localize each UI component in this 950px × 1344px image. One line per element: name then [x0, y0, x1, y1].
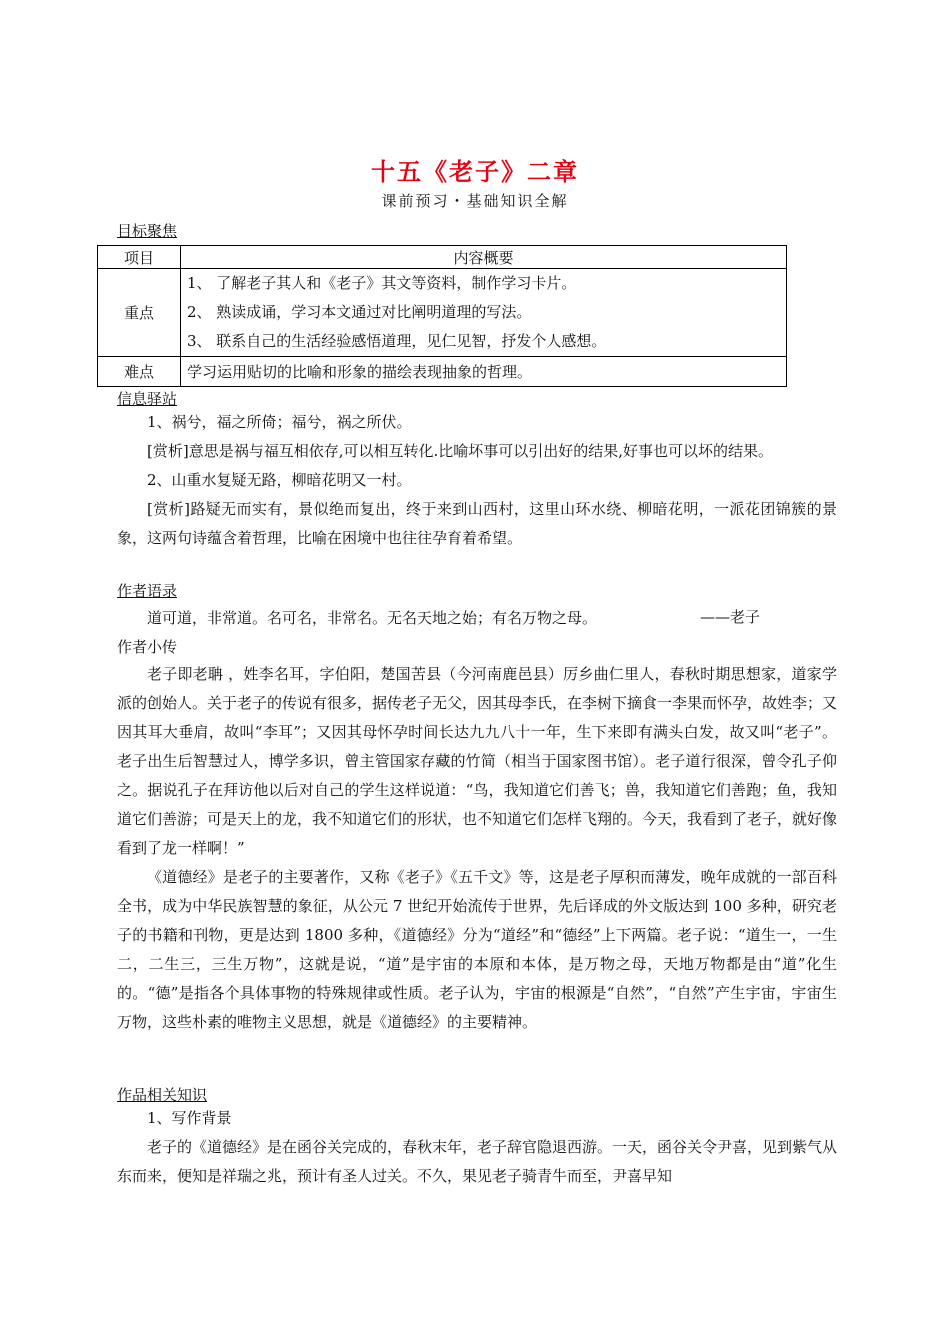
section-heading-bio: 作者小传 — [117, 638, 178, 656]
bio-block — [117, 660, 837, 1037]
works-subheading: 1、写作背景 — [147, 1109, 232, 1127]
key-item: 1、 了解老子其人和《老子》其文等资料，制作学习卡片。 — [187, 274, 577, 292]
info-analysis: [赏析]意思是祸与福互相依存,可以相互转化.比喻坏事可以引出好的结果,好事也可以坏的结果。 — [147, 442, 774, 460]
page-title: 十五《老子》二章 — [371, 157, 579, 186]
hard-label: 难点 — [98, 357, 181, 387]
goal-table — [97, 245, 787, 387]
info-item: 2、山重水复疑无路，柳暗花明又一村。 — [147, 471, 412, 489]
header-item: 项目 — [98, 246, 181, 269]
bio-paragraph: 老子即老聃 ，姓李名耳，字伯阳，楚国苦县（今河南鹿邑县）厉乡曲仁里人，春秋时期思想家，道家学派的创始人。关于老子的传说有很多，据传老子无父，因其母李氏，在李树下摘食一李果而怀孕，故姓李；又因其耳大垂肩，故叫“李耳”；又因其母怀孕时间长达九九八十一年，生下来即有满头白发，故又叫“老子”。老子出生后智慧过人，博学多识，曾主管国家存藏的竹简（相当于国家图书馆）。老子道行很深，曾令孔子仰之。据说孔子在拜访他以后对自己的学生这样说道：“鸟，我知道它们善飞；兽，我知道它们善跑；鱼，我知道它们善游；可是天上的龙，我不知道它们的形状，也不知道它们怎样飞翔的。今天，我看到了老子，就好像看到了龙一样啊！” — [117, 665, 838, 857]
key-item: 2、 熟读成诵，学习本文通过对比阐明道理的写法。 — [187, 303, 532, 321]
info-analysis: [赏析]路疑无而实有，景似绝而复出，终于来到山西村，这里山环水绕、柳暗花明，一派花团锦簇的景象，这两句诗蕴含着哲理，比喻在困境中也往往孕育着希望。 — [117, 500, 837, 547]
works-block — [117, 1104, 837, 1191]
section-heading-quotes: 作者语录 — [117, 582, 178, 600]
table-row-hard — [98, 357, 787, 387]
key-item: 3、 联系自己的生活经验感悟道理，见仁见智，抒发个人感想。 — [187, 332, 607, 350]
hard-content: 学习运用贴切的比喻和形象的描绘表现抽象的哲理。 — [181, 357, 787, 387]
key-label: 重点 — [98, 269, 181, 357]
quote-author: ——老子 — [700, 608, 761, 626]
works-paragraph: 老子的《道德经》是在函谷关完成的，春秋末年，老子辞官隐退西游。一天，函谷关令尹喜，见到紫气从东而来，便知是祥瑞之兆，预计有圣人过关。不久，果见老子骑青牛而至，尹喜早知 — [117, 1138, 838, 1185]
table-row-key — [98, 269, 787, 357]
info-item: 1、祸兮，福之所倚；福兮，祸之所伏。 — [147, 413, 412, 431]
page-subtitle: 课前预习・基础知识全解 — [381, 192, 569, 210]
section-heading-goal: 目标聚焦 — [117, 222, 178, 240]
info-block — [117, 408, 837, 553]
table-header-row — [98, 246, 787, 269]
key-content — [181, 269, 787, 357]
bio-paragraph: 《道德经》是老子的主要著作，又称《老子》《五千文》等，这是老子厚积而薄发，晚年成就的一部百科全书，成为中华民族智慧的象征，从公元 7 世纪开始流传于世界，先后译成的外文版达到 100 多种，研究老子的书籍和刊物，更是达到 1800 多种，《道德经》分为“道经”和“德经”上下两篇。老子说：“道生一，一生二，二生三，三生万物”，这就是说，“道”是宇宙的本原和本体，是万物之母，天地万物都是由“道”化生的。“德”是指各个具体事物的特殊规律或性质。老子认为，宇宙的根源是“自然”，“自然”产生宇宙，宇宙生万物，这些朴素的唯物主义思想，就是《道德经》的主要精神。 — [117, 868, 837, 1031]
section-heading-info: 信息驿站 — [117, 390, 178, 408]
section-heading-works: 作品相关知识 — [117, 1086, 208, 1104]
header-content: 内容概要 — [181, 246, 787, 269]
author-quote: 道可道，非常道。名可名，非常名。无名天地之始；有名万物之母。 — [147, 609, 598, 627]
